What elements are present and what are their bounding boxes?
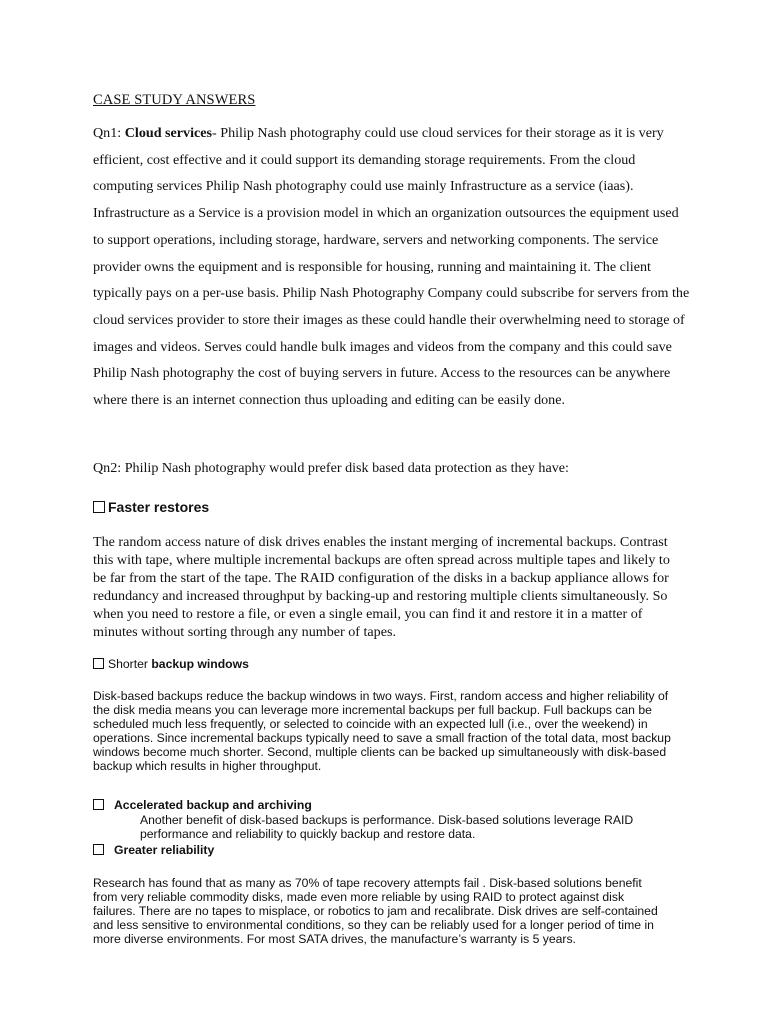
- qn1-label: Qn1:: [93, 125, 122, 141]
- section4-heading-text: Greater reliability: [114, 843, 215, 857]
- section3-body: Another benefit of disk-based backups is performance. Disk-based solutions leverage RAID performance and reliability to quickly backup and restore data.: [140, 813, 634, 841]
- section-heading-faster-restores: [93, 499, 209, 515]
- section-heading-accelerated-backup: [93, 798, 312, 812]
- section2-heading-prefix: Shorter: [108, 657, 148, 671]
- section2-heading-bold: backup windows: [151, 657, 249, 671]
- section3-heading-text: Accelerated backup and archiving: [114, 798, 312, 812]
- section1-heading-text: Faster restores: [108, 499, 210, 515]
- section2-body: Disk-based backups reduce the backup windows in two ways. First, random access and higher reliability of the disk media means you can leverage more incremental backups per full backup. Full backups can be scheduled much less frequently, or selected to coincide with an expected lull (i.e., over the weekend) in operations. Since incremental backups typically need to save a small fraction of the total data, most backup windows become much shorter. Second, multiple clients can be backed up simultaneously with disk-based backup which results in higher throughput.: [93, 689, 671, 773]
- page-title: CASE STUDY ANSWERS: [93, 92, 256, 108]
- qn1-bold-term: Cloud services: [124, 125, 213, 141]
- qn1-paragraph: [93, 120, 693, 414]
- section-heading-shorter-backup-windows: [93, 657, 249, 671]
- section-heading-greater-reliability: [93, 843, 214, 857]
- checkbox-square-icon: [93, 501, 105, 513]
- checkbox-square-icon: [93, 658, 104, 669]
- qn1-text: - Philip Nash photography could use cloud services for their storage as it is very efficient, cost effective and it could support its demanding storage requirements. From the cloud computing services Philip Nash photography could use mainly Infrastructure as a service (iaas). Infrastructure as a Service is a provision model in which an organization outsources the equipment used to support operations, including storage, hardware, servers and networking components. The service provider owns the equipment and is responsible for housing, running and maintaining it. The client typically pays on a per-use basis. Philip Nash Photography Company could subscribe for servers from the cloud services provider to store their images as these could handle their overwhelming need to storage of images and videos. Serves could handle bulk images and videos from the company and this could save Philip Nash photography the cost of buying servers in future. Access to the resources can be anywhere where there is an internet connection thus uploading and editing can be easily done.: [93, 125, 690, 409]
- qn2-paragraph: Qn2: Philip Nash photography would prefer disk based data protection as they have:: [93, 460, 569, 476]
- checkbox-square-icon: [93, 844, 104, 855]
- section1-body: The random access nature of disk drives enables the instant merging of incremental backups. Contrast this with tape, where multiple incremental backups are often spread across multiple tapes and likely to be far from the start of the tape. The RAID configuration of the disks in a backup appliance allows for redundancy and increased throughput by backing-up and restoring multiple clients simultaneously. So when you need to restore a file, or even a single email, you can find it and restore it in a matter of minutes without sorting through any number of tapes.: [93, 534, 670, 640]
- checkbox-square-icon: [93, 799, 104, 810]
- section4-body: Research has found that as many as 70% of tape recovery attempts fail . Disk-based solutions benefit from very reliable commodity disks, made even more reliable by using RAID to protect against disk failures. There are no tapes to misplace, or robotics to jam and recalibrate. Disk drives are self-contained and less sensitive to environmental conditions, so they can be reliably used for a longer period of time in more diverse environments. For most SATA drives, the manufacture’s warranty is 5 years.: [93, 876, 658, 946]
